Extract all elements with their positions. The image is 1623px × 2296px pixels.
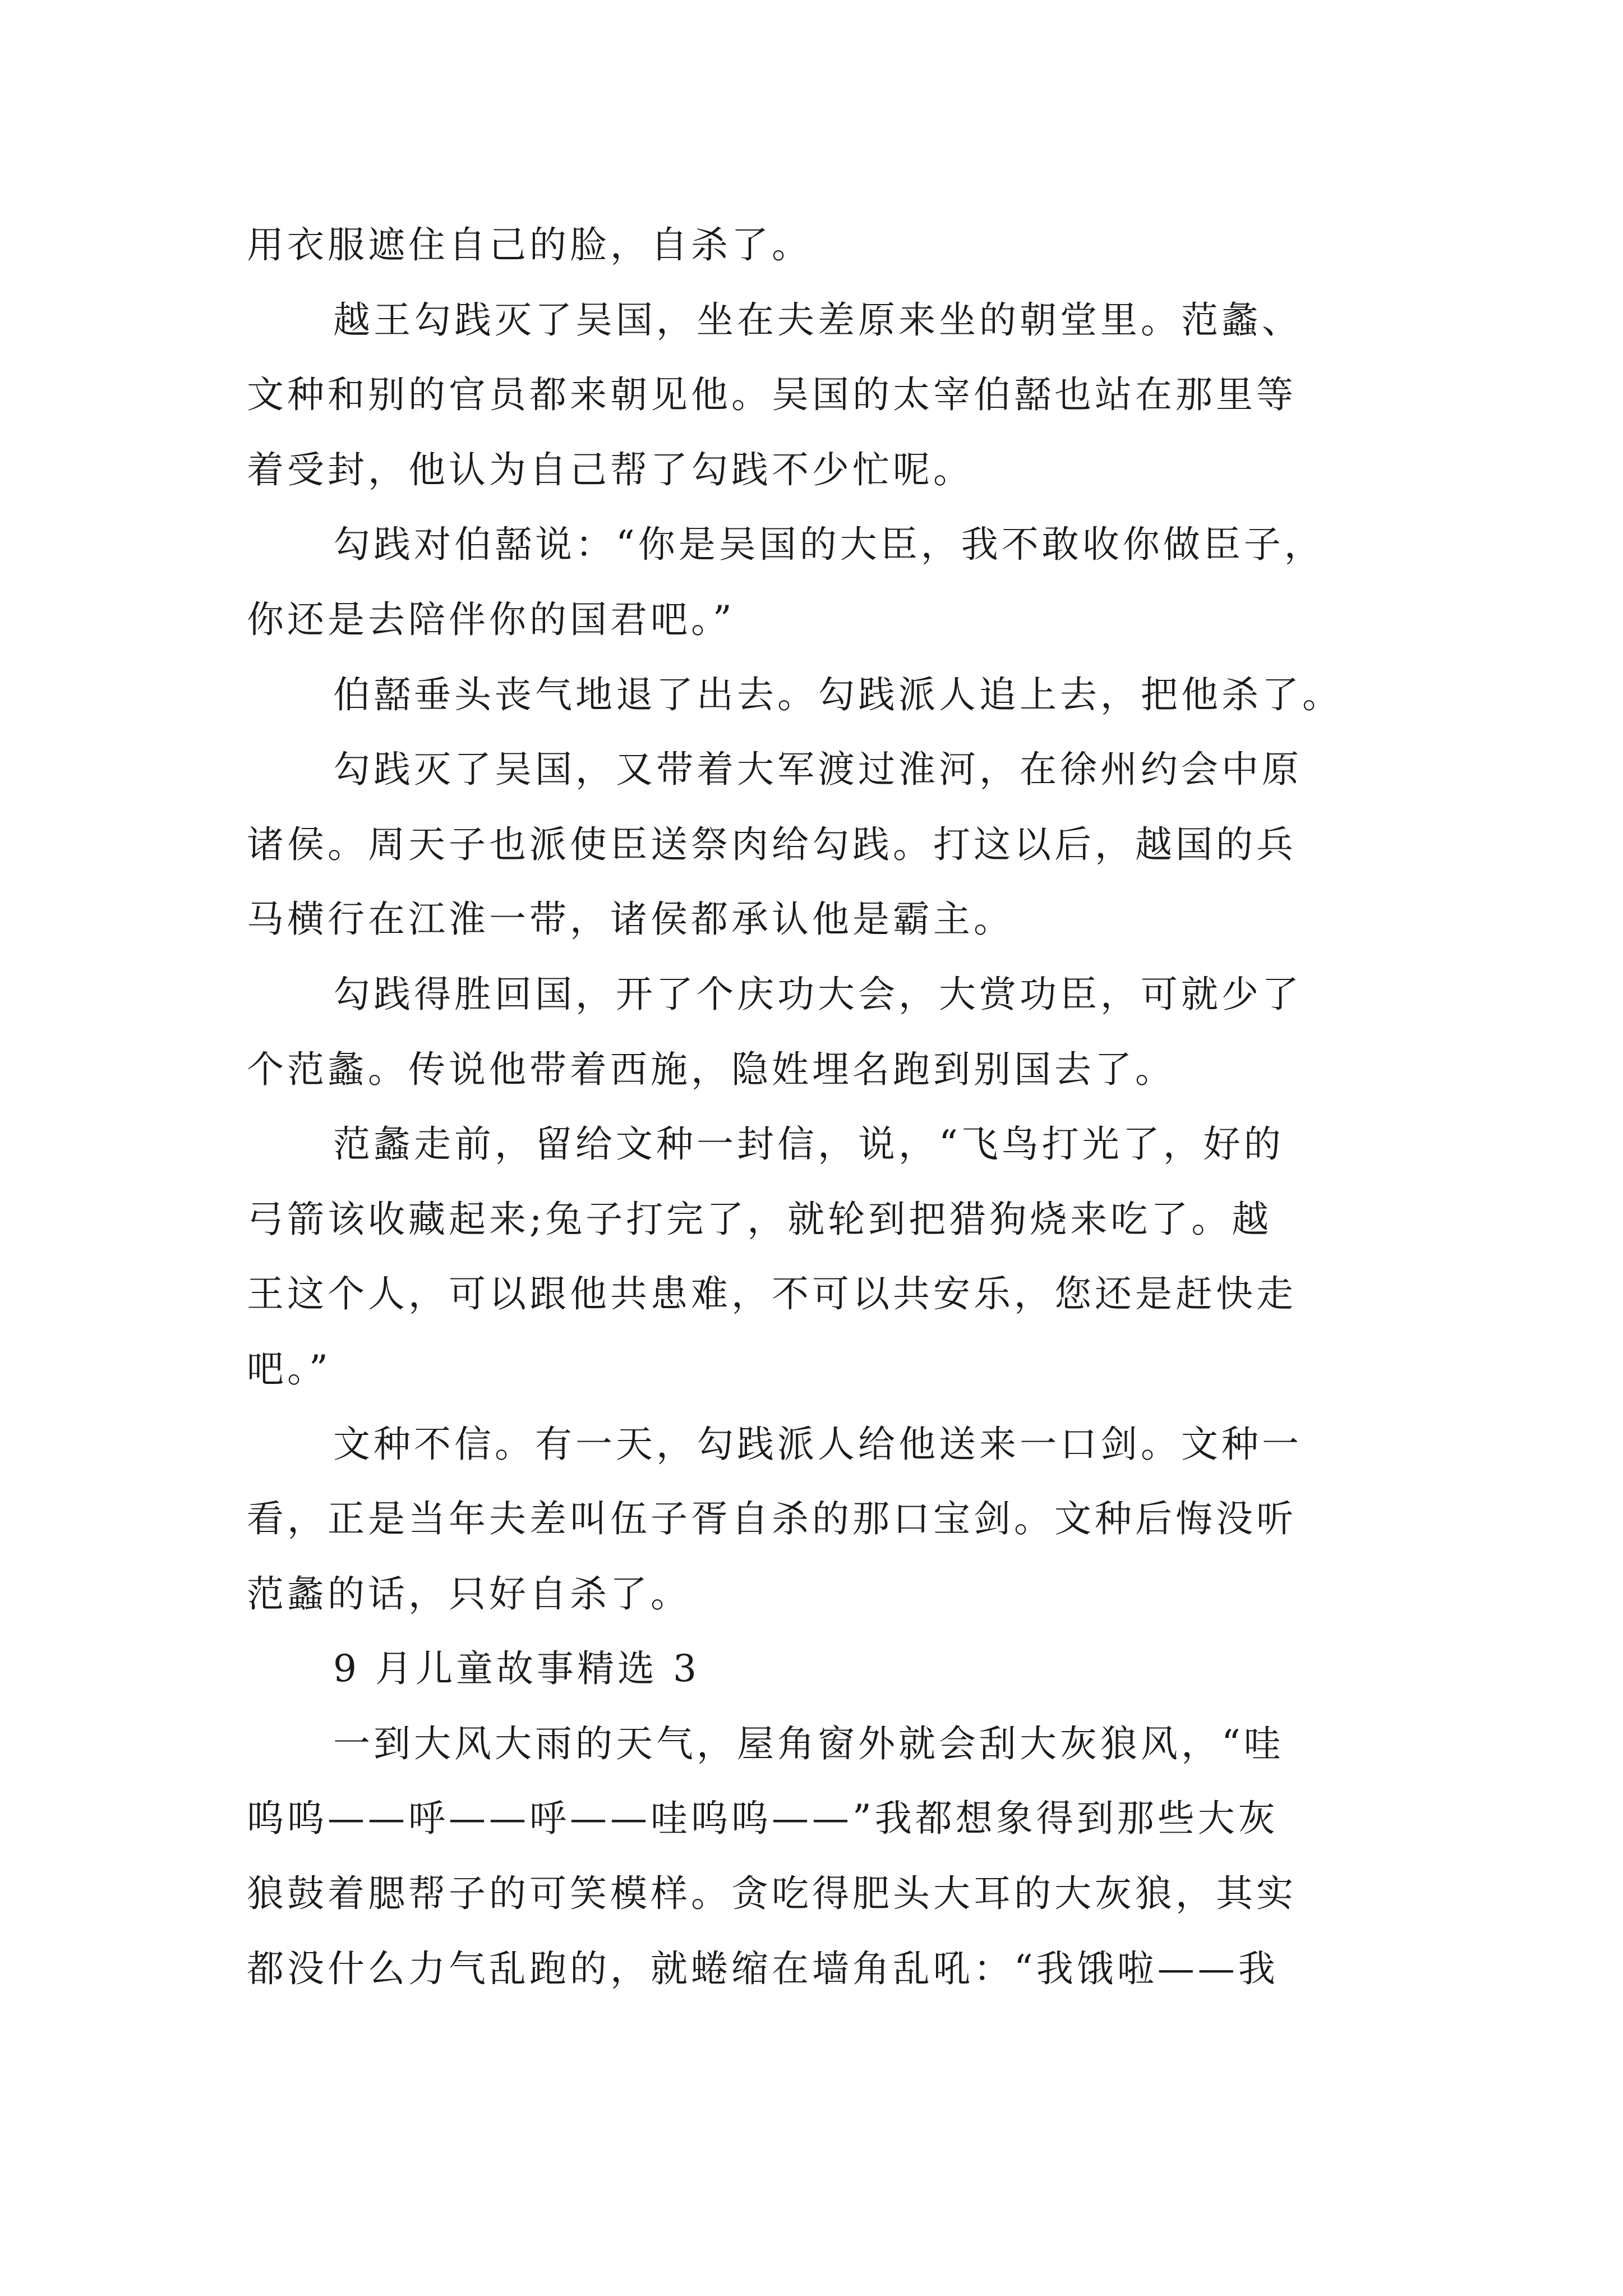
text-line: 都没什么力气乱跑的，就蜷缩在墙角乱吼：“我饿啦——我 (247, 1947, 1279, 1990)
text-line: 个范蠡。传说他带着西施，隐姓埋名跑到别国去了。 (247, 1047, 1175, 1091)
text-line: 一到大风大雨的天气，屋角窗外就会刮大灰狼风，“哇 (333, 1722, 1284, 1765)
text-line: 马横行在江淮一带，诸侯都承认他是霸主。 (247, 898, 1014, 941)
text-line: 诸侯。周天子也派使臣送祭肉给勾践。打这以后，越国的兵 (247, 822, 1297, 866)
text-line: 你还是去陪伴你的国君吧。” (247, 597, 735, 641)
text-line: 着受封，他认为自己帮了勾践不少忙呢。 (247, 448, 974, 491)
text-line: 越王勾践灭了吴国，坐在夫差原来坐的朝堂里。范蠡、 (333, 298, 1302, 342)
text-line: 伯嚭垂头丧气地退了出去。勾践派人追上去，把他杀了。 (333, 673, 1343, 716)
text-line: 王这个人，可以跟他共患难，不可以共安乐，您还是赶快走 (247, 1272, 1297, 1316)
text-line: 勾践得胜回国，开了个庆功大会，大赏功臣，可就少了 (333, 972, 1302, 1016)
text-line: 文种和别的官员都来朝见他。吴国的太宰伯嚭也站在那里等 (247, 373, 1297, 417)
text-line: 文种不信。有一天，勾践派人给他送来一口剑。文种一 (333, 1422, 1302, 1466)
document-body (247, 208, 1380, 2006)
section-heading: 9 月儿童故事精选 3 (333, 1647, 700, 1691)
text-line: 看，正是当年夫差叫伍子胥自杀的那口宝剑。文种后悔没听 (247, 1497, 1297, 1541)
text-line: 勾践灭了吴国，又带着大军渡过淮河，在徐州约会中原 (333, 748, 1302, 792)
text-line: 吧。” (247, 1347, 331, 1391)
text-line: 勾践对伯嚭说：“你是吴国的大臣，我不敢收你做臣子， (333, 523, 1325, 567)
text-line: 呜呜——呼——呼——哇呜呜——”我都想象得到那些大灰 (247, 1797, 1279, 1841)
text-line: 狼鼓着腮帮子的可笑模样。贪吃得肥头大耳的大灰狼，其实 (247, 1872, 1297, 1916)
text-line: 范蠡走前，留给文种一封信，说，“飞鸟打光了，好的 (333, 1122, 1284, 1166)
text-line: 弓箭该收藏起来;兔子打完了，就轮到把猎狗烧来吃了。越 (247, 1197, 1272, 1241)
text-line: 范蠡的话，只好自杀了。 (247, 1572, 691, 1616)
text-line: 用衣服遮住自己的脸，自杀了。 (247, 223, 812, 266)
